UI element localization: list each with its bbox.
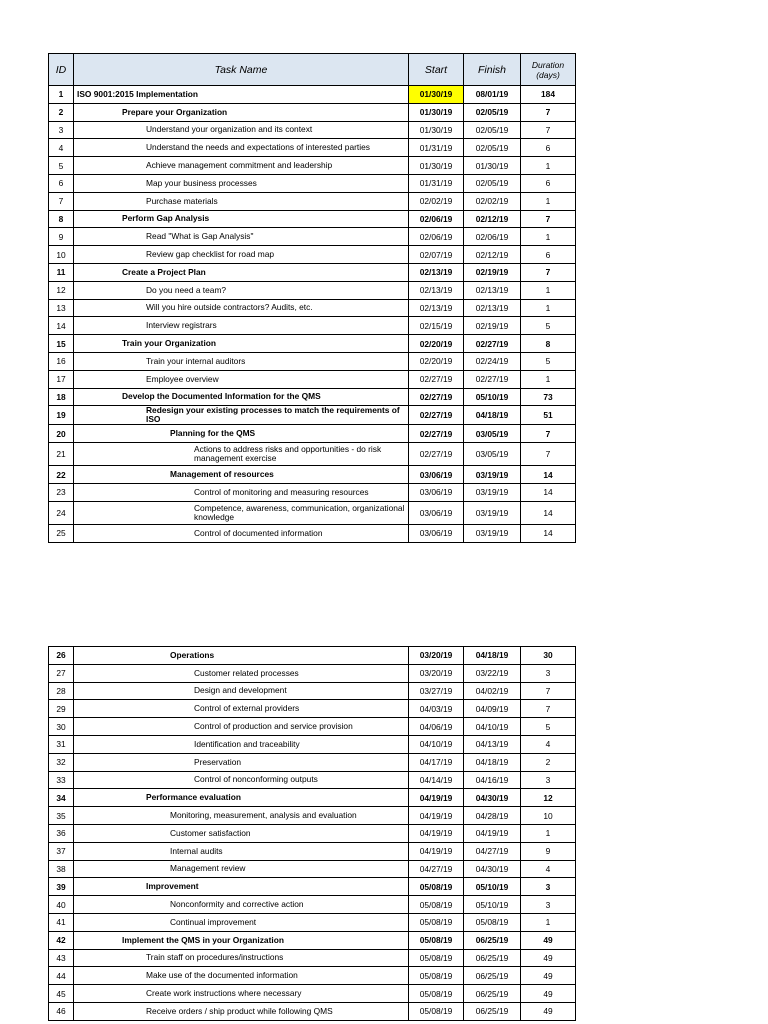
- task-duration: 7: [521, 425, 576, 443]
- task-finish: 06/25/19: [464, 949, 521, 967]
- task-duration: 7: [521, 700, 576, 718]
- task-name: ISO 9001:2015 Implementation: [74, 86, 409, 104]
- task-start: 05/08/19: [409, 878, 464, 896]
- task-finish: 03/19/19: [464, 466, 521, 484]
- task-finish: 02/27/19: [464, 335, 521, 353]
- header-start: Start: [409, 54, 464, 86]
- task-name: Control of external providers: [74, 700, 409, 718]
- task-start: 04/19/19: [409, 842, 464, 860]
- task-duration: 3: [521, 878, 576, 896]
- task-name: Control of monitoring and measuring resources: [74, 483, 409, 501]
- task-name: Customer related processes: [74, 664, 409, 682]
- task-finish: 02/12/19: [464, 210, 521, 228]
- table-row: [49, 913, 576, 931]
- task-id: 22: [49, 466, 74, 484]
- table-row: [49, 388, 576, 406]
- task-duration: 9: [521, 842, 576, 860]
- task-name: Create work instructions where necessary: [74, 985, 409, 1003]
- task-id: 19: [49, 406, 74, 425]
- task-name: Design and development: [74, 682, 409, 700]
- task-id: 16: [49, 352, 74, 370]
- task-duration: 12: [521, 789, 576, 807]
- task-id: 46: [49, 1002, 74, 1020]
- task-start: 02/20/19: [409, 352, 464, 370]
- task-id: 18: [49, 388, 74, 406]
- task-duration: 1: [521, 824, 576, 842]
- table-row: [49, 878, 576, 896]
- table-row: [49, 443, 576, 466]
- task-finish: 02/13/19: [464, 299, 521, 317]
- task-id: 43: [49, 949, 74, 967]
- table-row: [49, 174, 576, 192]
- task-duration: 1: [521, 370, 576, 388]
- table-row: [49, 210, 576, 228]
- task-id: 32: [49, 753, 74, 771]
- task-name: Understand the needs and expectations of interested parties: [74, 139, 409, 157]
- task-name: Nonconformity and corrective action: [74, 896, 409, 914]
- task-finish: 02/24/19: [464, 352, 521, 370]
- task-start: 01/30/19: [409, 86, 464, 104]
- table-row: [49, 860, 576, 878]
- table-row: [49, 317, 576, 335]
- task-name: Purchase materials: [74, 192, 409, 210]
- task-name: Perform Gap Analysis: [74, 210, 409, 228]
- task-start: 05/08/19: [409, 1002, 464, 1020]
- table-row: [49, 121, 576, 139]
- task-id: 1: [49, 86, 74, 104]
- task-start: 05/08/19: [409, 985, 464, 1003]
- task-duration: 5: [521, 718, 576, 736]
- task-finish: 03/19/19: [464, 524, 521, 542]
- header-task-name: Task Name: [74, 54, 409, 86]
- task-name: Improvement: [74, 878, 409, 896]
- task-name: Train your internal auditors: [74, 352, 409, 370]
- task-start: 04/27/19: [409, 860, 464, 878]
- table-row: [49, 718, 576, 736]
- task-duration: 7: [521, 682, 576, 700]
- table-row: [49, 896, 576, 914]
- task-finish: 06/25/19: [464, 931, 521, 949]
- task-id: 28: [49, 682, 74, 700]
- task-name: Customer satisfaction: [74, 824, 409, 842]
- task-finish: 05/10/19: [464, 896, 521, 914]
- task-name: Implement the QMS in your Organization: [74, 931, 409, 949]
- table-row: [49, 370, 576, 388]
- header-row: [49, 54, 576, 86]
- task-finish: 02/05/19: [464, 121, 521, 139]
- task-finish: 08/01/19: [464, 86, 521, 104]
- task-duration: 49: [521, 949, 576, 967]
- task-start: 04/10/19: [409, 735, 464, 753]
- task-duration: 1: [521, 228, 576, 246]
- task-finish: 04/13/19: [464, 735, 521, 753]
- task-id: 38: [49, 860, 74, 878]
- task-duration: 3: [521, 664, 576, 682]
- task-start: 02/15/19: [409, 317, 464, 335]
- task-name: Create a Project Plan: [74, 263, 409, 281]
- task-finish: 04/16/19: [464, 771, 521, 789]
- task-start: 02/27/19: [409, 443, 464, 466]
- task-start: 04/06/19: [409, 718, 464, 736]
- task-start: 02/06/19: [409, 228, 464, 246]
- task-name: Control of documented information: [74, 524, 409, 542]
- task-finish: 02/05/19: [464, 139, 521, 157]
- table-row: [49, 700, 576, 718]
- task-name: Train staff on procedures/instructions: [74, 949, 409, 967]
- table-row: [49, 228, 576, 246]
- table-row: [49, 103, 576, 121]
- table-row: [49, 501, 576, 524]
- task-id: 30: [49, 718, 74, 736]
- table-row: [49, 664, 576, 682]
- task-id: 3: [49, 121, 74, 139]
- task-finish: 04/18/19: [464, 753, 521, 771]
- task-duration: 30: [521, 647, 576, 665]
- task-name: Prepare your Organization: [74, 103, 409, 121]
- task-id: 10: [49, 246, 74, 264]
- task-start: 02/27/19: [409, 425, 464, 443]
- task-id: 8: [49, 210, 74, 228]
- task-finish: 02/19/19: [464, 317, 521, 335]
- task-duration: 73: [521, 388, 576, 406]
- task-name: Operations: [74, 647, 409, 665]
- task-start: 05/08/19: [409, 967, 464, 985]
- task-finish: 03/05/19: [464, 425, 521, 443]
- task-finish: 02/02/19: [464, 192, 521, 210]
- header-finish: Finish: [464, 54, 521, 86]
- task-finish: 04/10/19: [464, 718, 521, 736]
- task-duration: 7: [521, 263, 576, 281]
- task-duration: 51: [521, 406, 576, 425]
- task-name: Planning for the QMS: [74, 425, 409, 443]
- task-name: Competence, awareness, communication, organizational knowledge: [74, 501, 409, 524]
- task-name: Receive orders / ship product while following QMS: [74, 1002, 409, 1020]
- task-id: 35: [49, 807, 74, 825]
- task-id: 29: [49, 700, 74, 718]
- table-row: [49, 406, 576, 425]
- task-duration: 49: [521, 985, 576, 1003]
- task-id: 39: [49, 878, 74, 896]
- task-finish: 06/25/19: [464, 967, 521, 985]
- task-start: 03/20/19: [409, 647, 464, 665]
- task-id: 11: [49, 263, 74, 281]
- task-duration: 49: [521, 967, 576, 985]
- table-row: [49, 86, 576, 104]
- task-duration: 8: [521, 335, 576, 353]
- table-row: [49, 771, 576, 789]
- task-duration: 7: [521, 443, 576, 466]
- task-id: 37: [49, 842, 74, 860]
- task-name: Management review: [74, 860, 409, 878]
- task-name: Interview registrars: [74, 317, 409, 335]
- table-row: [49, 967, 576, 985]
- task-finish: 04/28/19: [464, 807, 521, 825]
- header-duration: Duration (days): [521, 54, 576, 86]
- task-duration: 2: [521, 753, 576, 771]
- table-row: [49, 352, 576, 370]
- task-name: Internal audits: [74, 842, 409, 860]
- table-row: [49, 466, 576, 484]
- task-id: 9: [49, 228, 74, 246]
- task-id: 36: [49, 824, 74, 842]
- task-finish: 03/19/19: [464, 483, 521, 501]
- task-start: 05/08/19: [409, 896, 464, 914]
- task-start: 02/06/19: [409, 210, 464, 228]
- task-finish: 04/27/19: [464, 842, 521, 860]
- task-finish: 02/12/19: [464, 246, 521, 264]
- task-duration: 14: [521, 524, 576, 542]
- task-id: 20: [49, 425, 74, 443]
- task-name: Review gap checklist for road map: [74, 246, 409, 264]
- task-id: 14: [49, 317, 74, 335]
- task-name: Employee overview: [74, 370, 409, 388]
- table-row: [49, 246, 576, 264]
- task-name: Performance evaluation: [74, 789, 409, 807]
- task-finish: 05/10/19: [464, 388, 521, 406]
- task-finish: 03/19/19: [464, 501, 521, 524]
- task-name: Continual improvement: [74, 913, 409, 931]
- task-duration: 10: [521, 807, 576, 825]
- task-finish: 04/19/19: [464, 824, 521, 842]
- task-duration: 7: [521, 103, 576, 121]
- task-id: 21: [49, 443, 74, 466]
- task-finish: 02/27/19: [464, 370, 521, 388]
- task-id: 23: [49, 483, 74, 501]
- task-start: 02/27/19: [409, 370, 464, 388]
- task-duration: 3: [521, 896, 576, 914]
- table-row: [49, 824, 576, 842]
- task-finish: 04/09/19: [464, 700, 521, 718]
- task-start: 01/31/19: [409, 139, 464, 157]
- task-name: Develop the Documented Information for the QMS: [74, 388, 409, 406]
- task-start: 01/30/19: [409, 121, 464, 139]
- table-row: [49, 842, 576, 860]
- task-table-top: [48, 53, 576, 543]
- task-duration: 3: [521, 771, 576, 789]
- task-name: Management of resources: [74, 466, 409, 484]
- task-duration: 7: [521, 210, 576, 228]
- task-id: 7: [49, 192, 74, 210]
- task-start: 04/17/19: [409, 753, 464, 771]
- task-duration: 6: [521, 174, 576, 192]
- task-start: 02/13/19: [409, 281, 464, 299]
- task-id: 45: [49, 985, 74, 1003]
- table-row: [49, 753, 576, 771]
- task-id: 15: [49, 335, 74, 353]
- task-name: Make use of the documented information: [74, 967, 409, 985]
- table-row: [49, 425, 576, 443]
- task-start: 01/31/19: [409, 174, 464, 192]
- task-id: 6: [49, 174, 74, 192]
- task-id: 13: [49, 299, 74, 317]
- task-id: 12: [49, 281, 74, 299]
- task-duration: 184: [521, 86, 576, 104]
- task-duration: 1: [521, 157, 576, 175]
- task-id: 27: [49, 664, 74, 682]
- task-duration: 7: [521, 121, 576, 139]
- task-start: 02/13/19: [409, 299, 464, 317]
- task-name: Monitoring, measurement, analysis and evaluation: [74, 807, 409, 825]
- task-id: 26: [49, 647, 74, 665]
- task-name: Actions to address risks and opportunities - do risk management exercise: [74, 443, 409, 466]
- task-finish: 03/22/19: [464, 664, 521, 682]
- task-name: Achieve management commitment and leadership: [74, 157, 409, 175]
- task-duration: 14: [521, 501, 576, 524]
- table-row: [49, 263, 576, 281]
- task-finish: 03/05/19: [464, 443, 521, 466]
- header-id: ID: [49, 54, 74, 86]
- table-row: [49, 299, 576, 317]
- task-id: 24: [49, 501, 74, 524]
- task-finish: 01/30/19: [464, 157, 521, 175]
- task-finish: 04/30/19: [464, 789, 521, 807]
- task-finish: 04/02/19: [464, 682, 521, 700]
- task-duration: 1: [521, 281, 576, 299]
- task-start: 05/08/19: [409, 913, 464, 931]
- task-id: 42: [49, 931, 74, 949]
- task-duration: 5: [521, 317, 576, 335]
- task-name: Train your Organization: [74, 335, 409, 353]
- task-name: Identification and traceability: [74, 735, 409, 753]
- task-id: 5: [49, 157, 74, 175]
- task-start: 04/14/19: [409, 771, 464, 789]
- task-finish: 06/25/19: [464, 1002, 521, 1020]
- table-row: [49, 931, 576, 949]
- task-finish: 02/05/19: [464, 103, 521, 121]
- table-row: [49, 682, 576, 700]
- task-id: 17: [49, 370, 74, 388]
- task-start: 05/08/19: [409, 931, 464, 949]
- task-name: Understand your organization and its context: [74, 121, 409, 139]
- task-duration: 4: [521, 860, 576, 878]
- task-id: 4: [49, 139, 74, 157]
- task-table-bottom: [48, 646, 576, 1021]
- task-finish: 04/18/19: [464, 647, 521, 665]
- task-duration: 6: [521, 246, 576, 264]
- task-start: 02/27/19: [409, 388, 464, 406]
- task-start: 04/03/19: [409, 700, 464, 718]
- task-id: 41: [49, 913, 74, 931]
- task-start: 04/19/19: [409, 807, 464, 825]
- task-finish: 02/13/19: [464, 281, 521, 299]
- task-finish: 05/10/19: [464, 878, 521, 896]
- task-name: Preservation: [74, 753, 409, 771]
- task-start: 01/30/19: [409, 103, 464, 121]
- task-id: 44: [49, 967, 74, 985]
- task-id: 25: [49, 524, 74, 542]
- task-finish: 02/06/19: [464, 228, 521, 246]
- task-start: 05/08/19: [409, 949, 464, 967]
- task-duration: 4: [521, 735, 576, 753]
- task-duration: 49: [521, 931, 576, 949]
- task-finish: 04/30/19: [464, 860, 521, 878]
- task-start: 01/30/19: [409, 157, 464, 175]
- task-finish: 06/25/19: [464, 985, 521, 1003]
- task-start: 03/20/19: [409, 664, 464, 682]
- table-row: [49, 483, 576, 501]
- task-name: Redesign your existing processes to match the requirements of ISO: [74, 406, 409, 425]
- task-start: 03/06/19: [409, 524, 464, 542]
- task-start: 03/06/19: [409, 483, 464, 501]
- task-id: 2: [49, 103, 74, 121]
- table-row: [49, 281, 576, 299]
- task-finish: 02/19/19: [464, 263, 521, 281]
- task-name: Will you hire outside contractors? Audits, etc.: [74, 299, 409, 317]
- table-row: [49, 807, 576, 825]
- task-finish: 02/05/19: [464, 174, 521, 192]
- task-duration: 49: [521, 1002, 576, 1020]
- table-row: [49, 789, 576, 807]
- table-row: [49, 985, 576, 1003]
- table-row: [49, 735, 576, 753]
- task-name: Control of production and service provision: [74, 718, 409, 736]
- task-start: 02/20/19: [409, 335, 464, 353]
- table-row: [49, 157, 576, 175]
- task-name: Read "What is Gap Analysis": [74, 228, 409, 246]
- table-row: [49, 524, 576, 542]
- table-row: [49, 192, 576, 210]
- task-start: 02/13/19: [409, 263, 464, 281]
- task-start: 02/27/19: [409, 406, 464, 425]
- task-duration: 1: [521, 299, 576, 317]
- task-duration: 1: [521, 192, 576, 210]
- task-duration: 14: [521, 466, 576, 484]
- task-finish: 04/18/19: [464, 406, 521, 425]
- task-start: 04/19/19: [409, 789, 464, 807]
- task-start: 02/07/19: [409, 246, 464, 264]
- task-duration: 1: [521, 913, 576, 931]
- task-name: Control of nonconforming outputs: [74, 771, 409, 789]
- task-start: 03/27/19: [409, 682, 464, 700]
- task-id: 34: [49, 789, 74, 807]
- table-row: [49, 335, 576, 353]
- task-duration: 14: [521, 483, 576, 501]
- task-start: 03/06/19: [409, 501, 464, 524]
- table-row: [49, 647, 576, 665]
- task-name: Map your business processes: [74, 174, 409, 192]
- task-id: 31: [49, 735, 74, 753]
- table-row: [49, 949, 576, 967]
- task-duration: 5: [521, 352, 576, 370]
- task-id: 33: [49, 771, 74, 789]
- task-finish: 05/08/19: [464, 913, 521, 931]
- task-start: 04/19/19: [409, 824, 464, 842]
- table-row: [49, 139, 576, 157]
- task-start: 03/06/19: [409, 466, 464, 484]
- task-name: Do you need a team?: [74, 281, 409, 299]
- task-id: 40: [49, 896, 74, 914]
- task-start: 02/02/19: [409, 192, 464, 210]
- table-row: [49, 1002, 576, 1020]
- task-duration: 6: [521, 139, 576, 157]
